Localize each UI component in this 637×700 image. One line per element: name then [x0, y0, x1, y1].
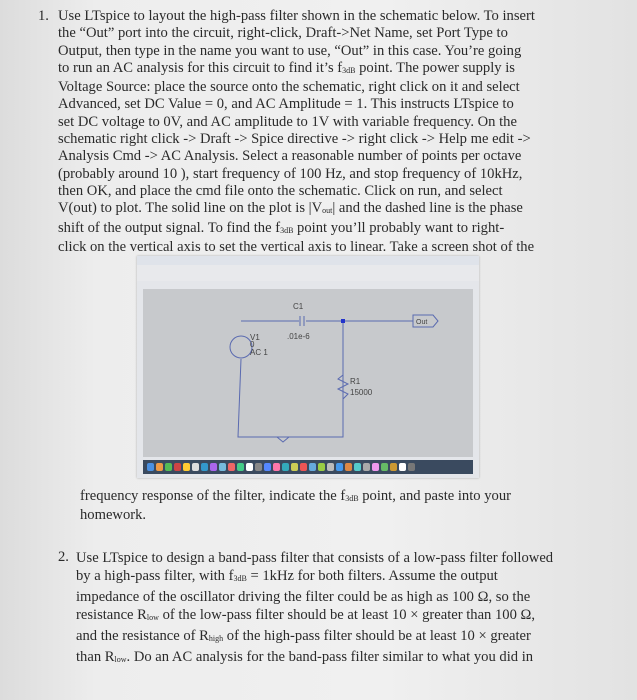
- text-line: [58, 96, 535, 113]
- dock-app-icon: [183, 463, 190, 471]
- text-segment: V(out) to plot. The solid line on the plot is |V: [58, 200, 323, 217]
- text-line: [58, 43, 535, 60]
- text-line: [58, 200, 535, 219]
- subscript: low: [146, 613, 159, 622]
- dock-app-icon: [363, 463, 370, 471]
- text-line: [76, 606, 553, 627]
- mac-dock: [143, 460, 473, 474]
- text-segment: set DC voltage to 0V, and AC amplitude to 1V with variable frequency. On the: [58, 113, 517, 130]
- dock-app-icon: [201, 463, 208, 471]
- dock-app-icon: [228, 463, 235, 471]
- text-segment: of the high-pass filter should be at least 10 × greater: [223, 628, 531, 644]
- dock-app-icon: [399, 463, 406, 471]
- subscript: high: [208, 634, 224, 643]
- text-segment: Voltage Source: place the source onto the schematic, right click on it and select: [58, 79, 520, 96]
- text-segment: of the low-pass filter should be at least 10 × greater than 100 Ω,: [158, 607, 536, 623]
- r1-value: 15000: [350, 388, 373, 397]
- text-segment: point. The power supply is: [355, 59, 515, 76]
- text-segment: = 1kHz for both filters. Assume the output: [246, 568, 498, 584]
- ltspice-screenshot: [137, 256, 479, 478]
- text-segment: click on the vertical axis to set the vertical axis to linear. Take a screen shot of the: [58, 238, 535, 255]
- question-1-continued: [80, 488, 511, 525]
- text-line: [58, 8, 535, 25]
- text-line: [58, 239, 535, 256]
- question-2-number: 2.: [58, 549, 69, 565]
- text-segment: homework.: [80, 507, 147, 524]
- text-segment: by a high-pass filter, with f: [76, 568, 234, 584]
- dock-app-icon: [174, 463, 181, 471]
- v1-label: V1: [250, 333, 260, 342]
- subscript: 3dB: [345, 494, 359, 503]
- subscript: low: [114, 655, 127, 664]
- text-segment: schematic right click -> Draft -> Spice directive -> right click -> Help me edit ->: [58, 131, 531, 148]
- out-port-label: Out: [416, 319, 428, 326]
- text-line: [76, 588, 553, 606]
- text-segment: | and the dashed line is the phase: [332, 200, 523, 217]
- text-line: [58, 25, 535, 42]
- text-segment: and the resistance of R: [76, 628, 209, 644]
- text-segment: Output, then type in the name you want to use, “Out” in this case. You’re going: [58, 42, 522, 59]
- dock-app-icon: [336, 463, 343, 471]
- text-line: [76, 567, 553, 588]
- text-line: [58, 183, 535, 200]
- text-segment: Use LTspice to layout the high-pass filter shown in the schematic below. To insert: [58, 8, 535, 24]
- text-segment: than R: [76, 649, 115, 665]
- text-segment: resistance R: [76, 607, 147, 623]
- voltage-source-symbol: [230, 336, 252, 358]
- v1-ac: AC 1: [250, 348, 268, 357]
- text-segment: (probably around 10 ), start frequency of 100 Hz, and stop frequency of 10kHz,: [58, 165, 523, 182]
- dock-app-icon: [264, 463, 271, 471]
- text-line: [80, 488, 511, 507]
- dock-app-icon: [354, 463, 361, 471]
- dock-app-icon: [147, 463, 154, 471]
- text-line: [76, 627, 553, 648]
- text-segment: Use LTspice to design a band-pass filter that consists of a low-pass filter followed: [76, 550, 554, 566]
- window-title-bar: [137, 265, 479, 281]
- dock-app-icon: [381, 463, 388, 471]
- v1-dc: 0: [250, 340, 255, 349]
- dock-app-icon: [327, 463, 334, 471]
- text-line: [58, 114, 535, 131]
- dock-app-icon: [273, 463, 280, 471]
- text-segment: Analysis Cmd -> AC Analysis. Select a reasonable number of points per octave: [58, 148, 522, 165]
- text-segment: impedance of the oscillator driving the filter could be as high as 100 Ω, so the: [76, 589, 531, 605]
- text-segment: the “Out” port into the circuit, right-click, Draft->Net Name, set Port Type to: [58, 25, 508, 42]
- dock-app-icon: [291, 463, 298, 471]
- dock-app-icon: [408, 463, 415, 471]
- schematic-canvas: [143, 289, 473, 457]
- dock-app-icon: [390, 463, 397, 471]
- dock-app-icon: [165, 463, 172, 471]
- text-line: [58, 166, 535, 183]
- dock-app-icon: [300, 463, 307, 471]
- text-line: [76, 648, 553, 669]
- ground-symbol: [277, 437, 289, 442]
- c1-value: .01e-6: [287, 332, 310, 341]
- subscript: 3dB: [342, 65, 356, 75]
- question-2-text: [76, 549, 553, 669]
- r1-label: R1: [350, 377, 361, 386]
- question-1-text: [58, 8, 535, 256]
- text-segment: then OK, and place the cmd file onto the schematic. Click on run, and select: [58, 182, 503, 199]
- dock-app-icon: [255, 463, 262, 471]
- dock-app-icon: [309, 463, 316, 471]
- subscript: 3dB: [233, 574, 247, 583]
- c1-label: C1: [293, 302, 304, 311]
- mac-menu-bar: [137, 256, 479, 265]
- dock-app-icon: [219, 463, 226, 471]
- dock-app-icon: [318, 463, 325, 471]
- dock-app-icon: [246, 463, 253, 471]
- text-line: [58, 220, 535, 239]
- subscript: out: [322, 206, 333, 216]
- wire-bottom: [238, 359, 343, 437]
- text-segment: Advanced, set DC Value = 0, and AC Amplitude = 1. This instructs LTspice to: [58, 96, 514, 113]
- dock-app-icon: [210, 463, 217, 471]
- text-line: [58, 79, 535, 96]
- text-line: [58, 60, 535, 79]
- text-segment: point, and paste into your: [358, 488, 511, 504]
- dock-app-icon: [372, 463, 379, 471]
- text-segment: . Do an AC analysis for the band-pass filter similar to what you did in: [126, 649, 534, 665]
- dock-app-icon: [237, 463, 244, 471]
- text-line: [76, 549, 553, 567]
- dock-app-icon: [282, 463, 289, 471]
- text-line: [58, 131, 535, 148]
- text-line: [80, 507, 511, 524]
- text-segment: point you’ll probably want to right-: [293, 219, 505, 236]
- text-segment: to run an AC analysis for this circuit to find it’s f: [58, 59, 343, 76]
- dock-app-icon: [345, 463, 352, 471]
- question-1-number: 1.: [38, 8, 49, 24]
- dock-app-icon: [156, 463, 163, 471]
- text-line: [58, 148, 535, 165]
- text-segment: frequency response of the filter, indicate the f: [80, 488, 346, 504]
- subscript: 3dB: [280, 225, 294, 235]
- dock-app-icon: [192, 463, 199, 471]
- text-segment: shift of the output signal. To find the f: [58, 219, 281, 236]
